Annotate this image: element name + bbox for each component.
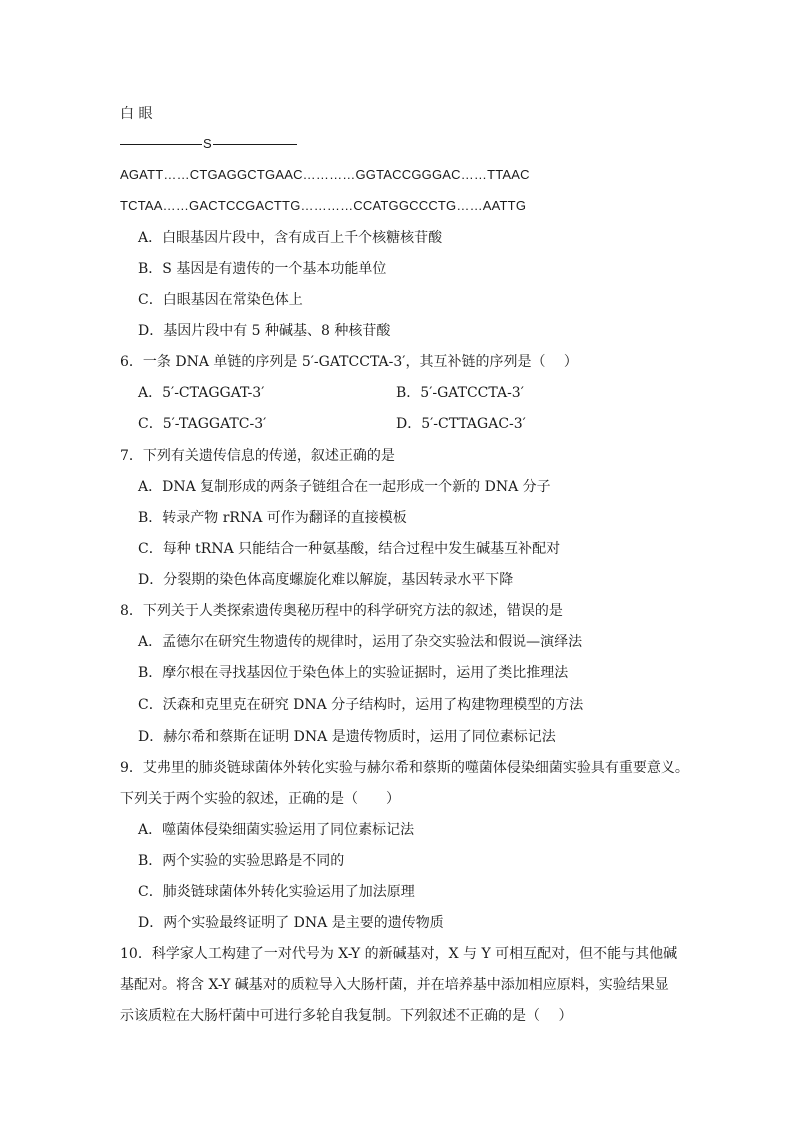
q9-option-d: D．两个实验最终证明了 DNA 是主要的遗传物质 (138, 915, 444, 931)
q9-option-b: B．两个实验的实验思路是不同的 (138, 853, 345, 869)
q8-option-a: A．孟德尔在研究生物遗传的规律时，运用了杂交实验法和假说—演绎法 (138, 634, 583, 650)
q7-stem: 7．下列有关遗传信息的传递，叙述正确的是 (120, 448, 395, 464)
q9-option-c: C．肺炎链球菌体外转化实验运用了加法原理 (138, 884, 415, 900)
q8-option-c: C．沃森和克里克在研究 DNA 分子结构时，运用了构建物理模型的方法 (138, 697, 584, 713)
marker-rule-right (213, 144, 297, 145)
dna-strand-top: AGATT……CTGAGGCTGAAC…………GGTACCGGGAC……TTAAC (120, 167, 530, 182)
marker-rule-left (120, 144, 202, 145)
q5-option-b: B．S 基因是有遗传的一个基本功能单位 (138, 261, 387, 277)
q6-option-d: D．5′-CTTAGAC-3′ (396, 416, 526, 432)
dna-strand-bottom: TCTAA……GACTCCGACTTG…………CCATGGCCCTG……AATTG (120, 198, 527, 213)
q5-option-d: D．基因片段中有 5 种碱基、8 种核苷酸 (138, 323, 391, 339)
gene-s-marker (120, 134, 297, 154)
q8-option-d: D．赫尔希和蔡斯在证明 DNA 是遗传物质时，运用了同位素标记法 (138, 729, 556, 745)
white-eye-label: 白 眼 (120, 106, 153, 122)
q6-stem: 6．一条 DNA 单链的序列是 5′-GATCCTA-3′，其互补链的序列是（ ） (120, 354, 578, 370)
q9-option-a: A．噬菌体侵染细菌实验运用了同位素标记法 (138, 822, 415, 838)
q10-stem-line2: 基配对。将含 X-Y 碱基对的质粒导入大肠杆菌，并在培养基中添加相应原料，实验结果显 (120, 977, 669, 993)
q9-stem-line1: 9．艾弗里的肺炎链球菌体外转化实验与赫尔希和蔡斯的噬菌体侵染细菌实验具有重要意义。 (120, 760, 689, 776)
q6-option-b: B．5′-GATCCTA-3′ (396, 385, 524, 401)
q8-option-b: B．摩尔根在寻找基因位于染色体上的实验证据时，运用了类比推理法 (138, 665, 569, 681)
q8-stem: 8．下列关于人类探索遗传奥秘历程中的科学研究方法的叙述，错误的是 (120, 603, 563, 619)
q9-stem-line2: 下列关于两个实验的叙述，正确的是（ ） (120, 791, 400, 807)
q6-option-a: A．5′-CTAGGAT-3′ (138, 385, 265, 401)
q5-option-a: A．白眼基因片段中，含有成百上千个核糖核苷酸 (138, 230, 443, 246)
q6-option-c: C．5′-TAGGATC-3′ (138, 416, 267, 432)
q7-option-b: B．转录产物 rRNA 可作为翻译的直接模板 (138, 510, 407, 526)
marker-s-label: S (203, 136, 212, 151)
q10-stem-line1: 10．科学家人工构建了一对代号为 X-Y 的新碱基对，X 与 Y 可相互配对，但不能与其他碱 (120, 946, 678, 962)
q7-option-c: C．每种 tRNA 只能结合一种氨基酸，结合过程中发生碱基互补配对 (138, 541, 561, 557)
q7-option-a: A．DNA 复制形成的两条子链组合在一起形成一个新的 DNA 分子 (138, 479, 551, 495)
q10-stem-line3: 示该质粒在大肠杆菌中可进行多轮自我复制。下列叙述不正确的是（ ） (120, 1008, 573, 1024)
q5-option-c: C．白眼基因在常染色体上 (138, 292, 303, 308)
q7-option-d: D．分裂期的染色体高度螺旋化难以解旋，基因转录水平下降 (138, 572, 514, 588)
